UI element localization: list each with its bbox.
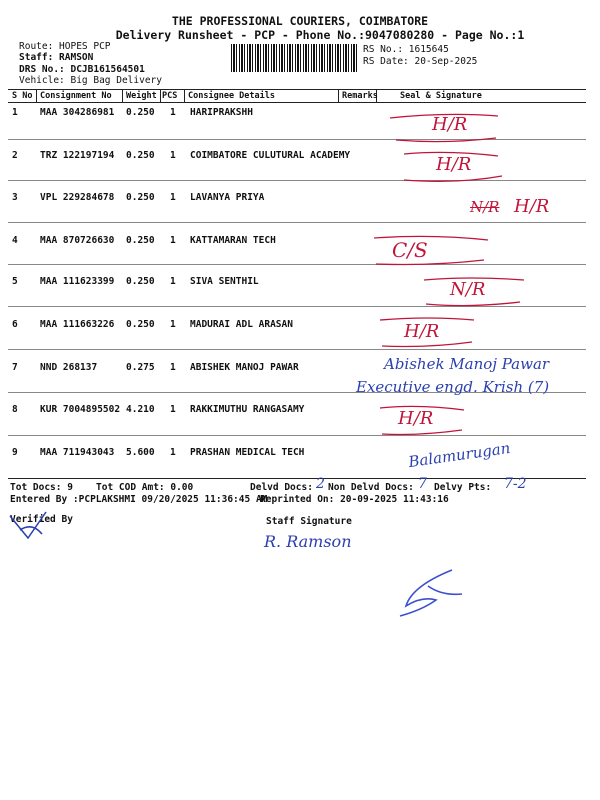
staff-label: Staff: RAMSON xyxy=(19,52,94,63)
col-seal-header: Seal & Signature xyxy=(400,91,482,101)
total-cod-amount: Tot COD Amt: 0.00 xyxy=(96,482,194,493)
row9-handwritten-signature: Balamurugan xyxy=(407,438,512,472)
col-consignment-header: Consignment No xyxy=(40,91,112,101)
row-consignee: COIMBATORE CULUTURAL ACADEMY xyxy=(190,150,351,161)
row-pcs: 1 xyxy=(170,276,176,287)
table-top-rule xyxy=(8,89,586,90)
rs-number: RS No.: 1615645 xyxy=(363,44,449,55)
row-pcs: 1 xyxy=(170,107,176,118)
row-consignment: NND 268137 xyxy=(40,362,98,373)
row-consignee: MADURAI ADL ARASAN xyxy=(190,319,293,330)
row-sno: 4 xyxy=(12,235,18,246)
row-consignee: PRASHAN MEDICAL TECH xyxy=(190,447,305,458)
total-docs: Tot Docs: 9 xyxy=(10,482,73,493)
row-weight: 0.250 xyxy=(126,150,155,161)
row-consignee: SIVA SENTHIL xyxy=(190,276,259,287)
drs-number: DRS No.: DCJB161564501 xyxy=(19,64,145,75)
reprinted-on: Reprinted On: 20-09-2025 11:43:16 xyxy=(260,494,449,505)
row-weight: 0.250 xyxy=(126,235,155,246)
verified-by-label: Verified By xyxy=(10,514,73,525)
route-label: Route: HOPES PCP xyxy=(19,41,111,52)
row-consignee: HARIPRAKSHH xyxy=(190,107,253,118)
row3-struck-mark: N/R xyxy=(470,198,500,216)
row-sno: 6 xyxy=(12,319,18,330)
barcode xyxy=(231,44,357,72)
row-sno: 9 xyxy=(12,447,18,458)
row5-handwritten-mark: N/R xyxy=(450,279,486,300)
row4-scribble xyxy=(372,232,492,268)
col-pcs-header: PCS xyxy=(162,91,178,101)
staff-handwritten-signature: R. Ramson xyxy=(264,532,352,551)
delivered-docs-label: Delvd Docs: xyxy=(250,482,313,493)
row5-scribble xyxy=(420,274,530,310)
runsheet-subtitle: Delivery Runsheet - PCP - Phone No.:9047080280 - Page No.:1 xyxy=(115,28,525,42)
col-sno-header: S No xyxy=(12,91,33,101)
col-consignee-header: Consignee Details xyxy=(188,91,275,101)
row3-handwritten-mark: H/R xyxy=(514,196,550,217)
row-consignment: MAA 711943043 xyxy=(40,447,115,458)
row-pcs: 1 xyxy=(170,404,176,415)
row-divider xyxy=(8,264,586,265)
row-consignment: MAA 111663226 xyxy=(40,319,115,330)
row-divider xyxy=(8,435,586,436)
row-sno: 8 xyxy=(12,404,18,415)
staff-signature-label: Staff Signature xyxy=(266,516,352,527)
row-divider xyxy=(8,349,586,350)
row-pcs: 1 xyxy=(170,447,176,458)
row-consignment: KUR 7004895502 xyxy=(40,404,121,415)
row7-handwritten-name: Abishek Manoj Pawar xyxy=(384,355,550,373)
row1-scribble xyxy=(386,108,506,148)
row-weight: 0.250 xyxy=(126,107,155,118)
rs-date: RS Date: 20-Sep-2025 xyxy=(363,56,478,67)
row-consignee: LAVANYA PRIYA xyxy=(190,192,265,203)
row-weight: 0.250 xyxy=(126,319,155,330)
row-consignment: VPL 229284678 xyxy=(40,192,115,203)
row-weight: 0.250 xyxy=(126,192,155,203)
row8-scribble xyxy=(378,404,468,438)
row-consignee: RAKKIMUTHU RANGASAMY xyxy=(190,404,305,415)
row6-handwritten-mark: H/R xyxy=(404,321,440,342)
row2-handwritten-mark: H/R xyxy=(436,154,472,175)
vehicle-label: Vehicle: Big Bag Delivery xyxy=(19,75,162,86)
non-delivered-docs-value: 7 xyxy=(418,476,427,492)
row4-handwritten-mark: C/S xyxy=(392,238,428,262)
row-pcs: 1 xyxy=(170,235,176,246)
row8-handwritten-mark: H/R xyxy=(398,408,434,429)
row-consignee: KATTAMARAN TECH xyxy=(190,235,276,246)
row7-handwritten-note: Executive engd. Krish (7) xyxy=(356,378,550,396)
row-sno: 7 xyxy=(12,362,18,373)
table-row xyxy=(8,310,586,353)
row-weight: 0.250 xyxy=(126,276,155,287)
table-row xyxy=(8,395,586,438)
row-weight: 4.210 xyxy=(126,404,155,415)
row-weight: 5.600 xyxy=(126,447,155,458)
table-row xyxy=(8,226,586,269)
delivery-points-value: 7-2 xyxy=(504,476,527,492)
delivered-docs-value: 2 xyxy=(316,476,325,492)
table-bottom-rule xyxy=(8,478,586,479)
company-title: THE PROFESSIONAL COURIERS, COIMBATORE xyxy=(171,14,429,28)
row2-scribble xyxy=(398,150,508,184)
row6-scribble xyxy=(378,316,478,350)
stamp-scribble xyxy=(392,566,472,622)
row-pcs: 1 xyxy=(170,192,176,203)
col-weight-header: Weight xyxy=(126,91,157,101)
row-pcs: 1 xyxy=(170,150,176,161)
col-remarks-header: Remarks xyxy=(342,91,378,101)
entered-by: Entered By :PCPLAKSHMI 09/20/2025 11:36:45 AM xyxy=(10,494,268,505)
row-consignment: MAA 870726630 xyxy=(40,235,115,246)
row-sno: 5 xyxy=(12,276,18,287)
row-consignment: MAA 304286981 xyxy=(40,107,115,118)
row-pcs: 1 xyxy=(170,362,176,373)
delivery-points-label: Delvy Pts: xyxy=(434,482,492,493)
row-weight: 0.275 xyxy=(126,362,155,373)
verified-signature-scribble xyxy=(6,508,56,542)
row1-handwritten-mark: H/R xyxy=(432,114,468,135)
row-consignment: MAA 111623399 xyxy=(40,276,115,287)
row-sno: 1 xyxy=(12,107,18,118)
row-pcs: 1 xyxy=(170,319,176,330)
row-sno: 3 xyxy=(12,192,18,203)
row-consignment: TRZ 122197194 xyxy=(40,150,115,161)
row-sno: 2 xyxy=(12,150,18,161)
row-divider xyxy=(8,222,586,223)
non-delivered-docs-label: Non Delvd Docs: xyxy=(328,482,414,493)
row-consignee: ABISHEK MANOJ PAWAR xyxy=(190,362,299,373)
